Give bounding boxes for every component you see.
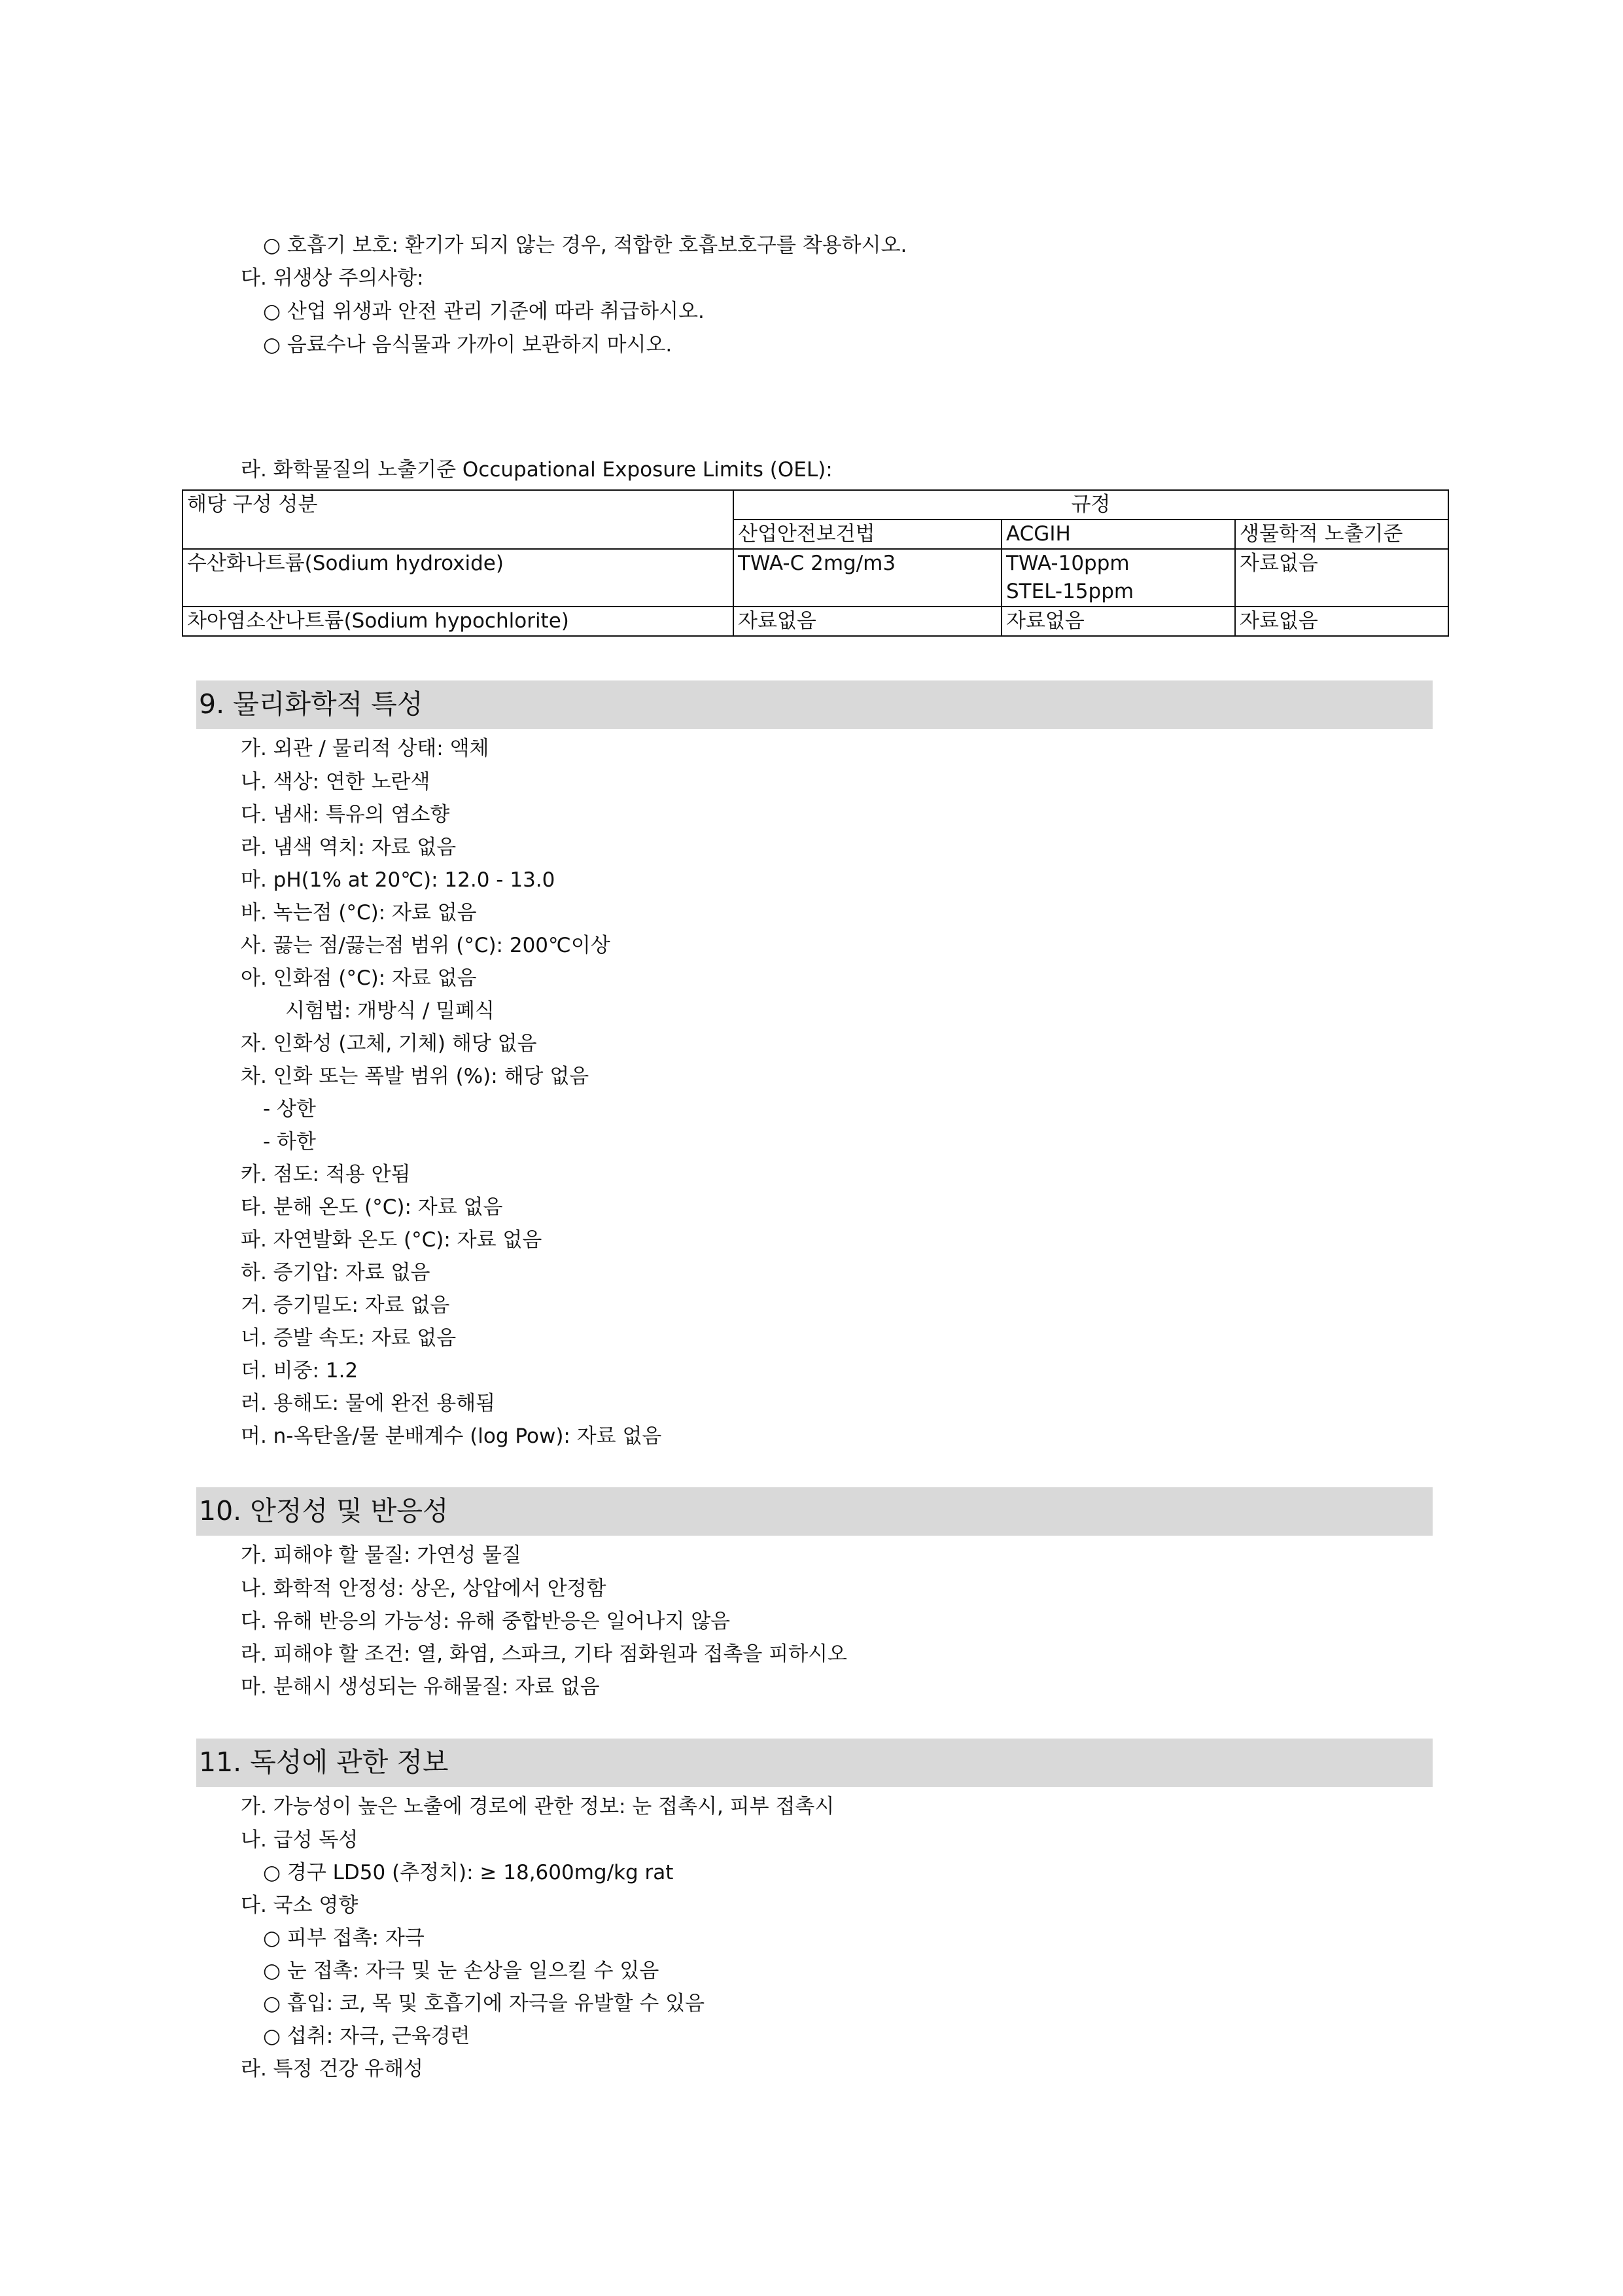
oel-title [241, 457, 833, 483]
hygiene-title: 다. 위생상 주의사항: [241, 266, 424, 290]
property-line: 파. 자연발화 온도 (°C): 자료 없음 [241, 1228, 542, 1252]
property-line: 마. pH(1% at 20℃): 12.0 - 13.0 [241, 868, 555, 892]
property-line: 나. 색상: 연한 노란색 [241, 770, 430, 794]
oel-cell-kosha: 자료없음 [733, 607, 1002, 636]
toxicity-line: ○ 흡입: 코, 목 및 호흡기에 자극을 유발할 수 있음 [263, 1992, 705, 2015]
oel-title-en: Occupational Exposure Limits (OEL): [462, 458, 833, 482]
property-line: - 하한 [263, 1130, 316, 1154]
section-10-header [196, 1487, 1433, 1536]
stability-line: 나. 화학적 안정성: 상온, 상압에서 안정함 [241, 1577, 606, 1600]
property-line: 카. 점도: 적용 안됨 [241, 1163, 411, 1186]
oel-acgih-line: TWA-10ppm [1006, 552, 1130, 575]
property-line: 타. 분해 온도 (°C): 자료 없음 [241, 1195, 503, 1219]
oel-subheader-acgih: ACGIH [1002, 520, 1235, 549]
oel-table [182, 489, 1449, 637]
property-line: 가. 외관 / 물리적 상태: 액체 [241, 737, 489, 760]
property-line: 바. 녹는점 (°C): 자료 없음 [241, 901, 477, 925]
oel-cell-acgih [1002, 549, 1235, 607]
oel-cell-component: 수산화나트륨(Sodium hydroxide) [183, 549, 733, 607]
property-line: 다. 냄새: 특유의 염소향 [241, 803, 450, 826]
oel-acgih-line: STEL-15ppm [1006, 580, 1134, 603]
property-line: 시험법: 개방식 / 밀폐식 [285, 999, 495, 1023]
table-row [183, 607, 1448, 636]
respiratory-protection-text: ○ 호흡기 보호: 환기가 되지 않는 경우, 적합한 호흡보호구를 착용하시오. [263, 234, 907, 257]
section-title: 11. 독성에 관한 정보 [199, 1746, 449, 1778]
property-line: 라. 냄색 역치: 자료 없음 [241, 836, 457, 859]
section-title: 10. 안정성 및 반응성 [199, 1495, 449, 1527]
stability-line: 마. 분해시 생성되는 유해물질: 자료 없음 [241, 1675, 600, 1699]
oel-acgih-line: 자료없음 [1006, 609, 1085, 633]
table-row [183, 490, 1448, 520]
property-line: 하. 증기압: 자료 없음 [241, 1261, 430, 1284]
property-line: 러. 용해도: 물에 완전 용해됨 [241, 1392, 496, 1415]
toxicity-line: 가. 가능성이 높은 노출에 경로에 관한 정보: 눈 접촉시, 피부 접촉시 [241, 1795, 835, 1818]
property-line: 머. n-옥탄올/물 분배계수 (log Pow): 자료 없음 [241, 1424, 662, 1448]
toxicity-line: ○ 눈 접촉: 자극 및 눈 손상을 일으킬 수 있음 [263, 1959, 659, 1983]
toxicity-line: 다. 국소 영향 [241, 1894, 358, 1917]
hygiene-item: ○ 음료수나 음식물과 가까이 보관하지 마시오. [263, 333, 672, 357]
toxicity-line: ○ 피부 접촉: 자극 [263, 1926, 425, 1950]
table-row [183, 549, 1448, 607]
oel-subheader-bio: 생물학적 노출기준 [1235, 520, 1448, 549]
property-line: - 상한 [263, 1097, 316, 1121]
property-line: 차. 인화 또는 폭발 범위 (%): 해당 없음 [241, 1065, 589, 1088]
oel-cell-component: 차아염소산나트륨(Sodium hypochlorite) [183, 607, 733, 636]
stability-line: 라. 피해야 할 조건: 열, 화염, 스파크, 기타 점화원과 접촉을 피하시오 [241, 1642, 847, 1666]
section-9-header [196, 680, 1433, 729]
stability-line: 가. 피해야 할 물질: 가연성 물질 [241, 1544, 521, 1567]
oel-header-component: 해당 구성 성분 [183, 490, 733, 549]
section-11-header [196, 1739, 1433, 1787]
property-line: 더. 비중: 1.2 [241, 1359, 358, 1383]
oel-cell-bio: 자료없음 [1235, 549, 1448, 607]
oel-cell-bio: 자료없음 [1235, 607, 1448, 636]
property-line: 너. 증발 속도: 자료 없음 [241, 1326, 457, 1350]
stability-line: 다. 유해 반응의 가능성: 유해 중합반응은 일어나지 않음 [241, 1610, 731, 1633]
toxicity-line: ○ 경구 LD50 (추정치): ≥ 18,600mg/kg rat [263, 1861, 674, 1884]
toxicity-line: 라. 특정 건강 유해성 [241, 2057, 423, 2081]
property-line: 사. 끓는 점/끓는점 범위 (°C): 200℃이상 [241, 934, 610, 957]
property-line: 아. 인화점 (°C): 자료 없음 [241, 966, 477, 990]
toxicity-line: 나. 급성 독성 [241, 1828, 358, 1852]
oel-cell-acgih [1002, 607, 1235, 636]
oel-title-ko: 라. 화학물질의 노출기준 [241, 458, 462, 482]
oel-subheader-kosha: 산업안전보건법 [733, 520, 1002, 549]
oel-cell-kosha: TWA-C 2mg/m3 [733, 549, 1002, 607]
oel-header-regulation: 규정 [733, 490, 1448, 520]
toxicity-line: ○ 섭취: 자극, 근육경련 [263, 2024, 470, 2048]
section-title: 9. 물리화학적 특성 [199, 688, 423, 720]
property-line: 거. 증기밀도: 자료 없음 [241, 1294, 450, 1317]
hygiene-item: ○ 산업 위생과 안전 관리 기준에 따라 취급하시오. [263, 300, 705, 323]
property-line: 자. 인화성 (고체, 기체) 해당 없음 [241, 1032, 537, 1055]
